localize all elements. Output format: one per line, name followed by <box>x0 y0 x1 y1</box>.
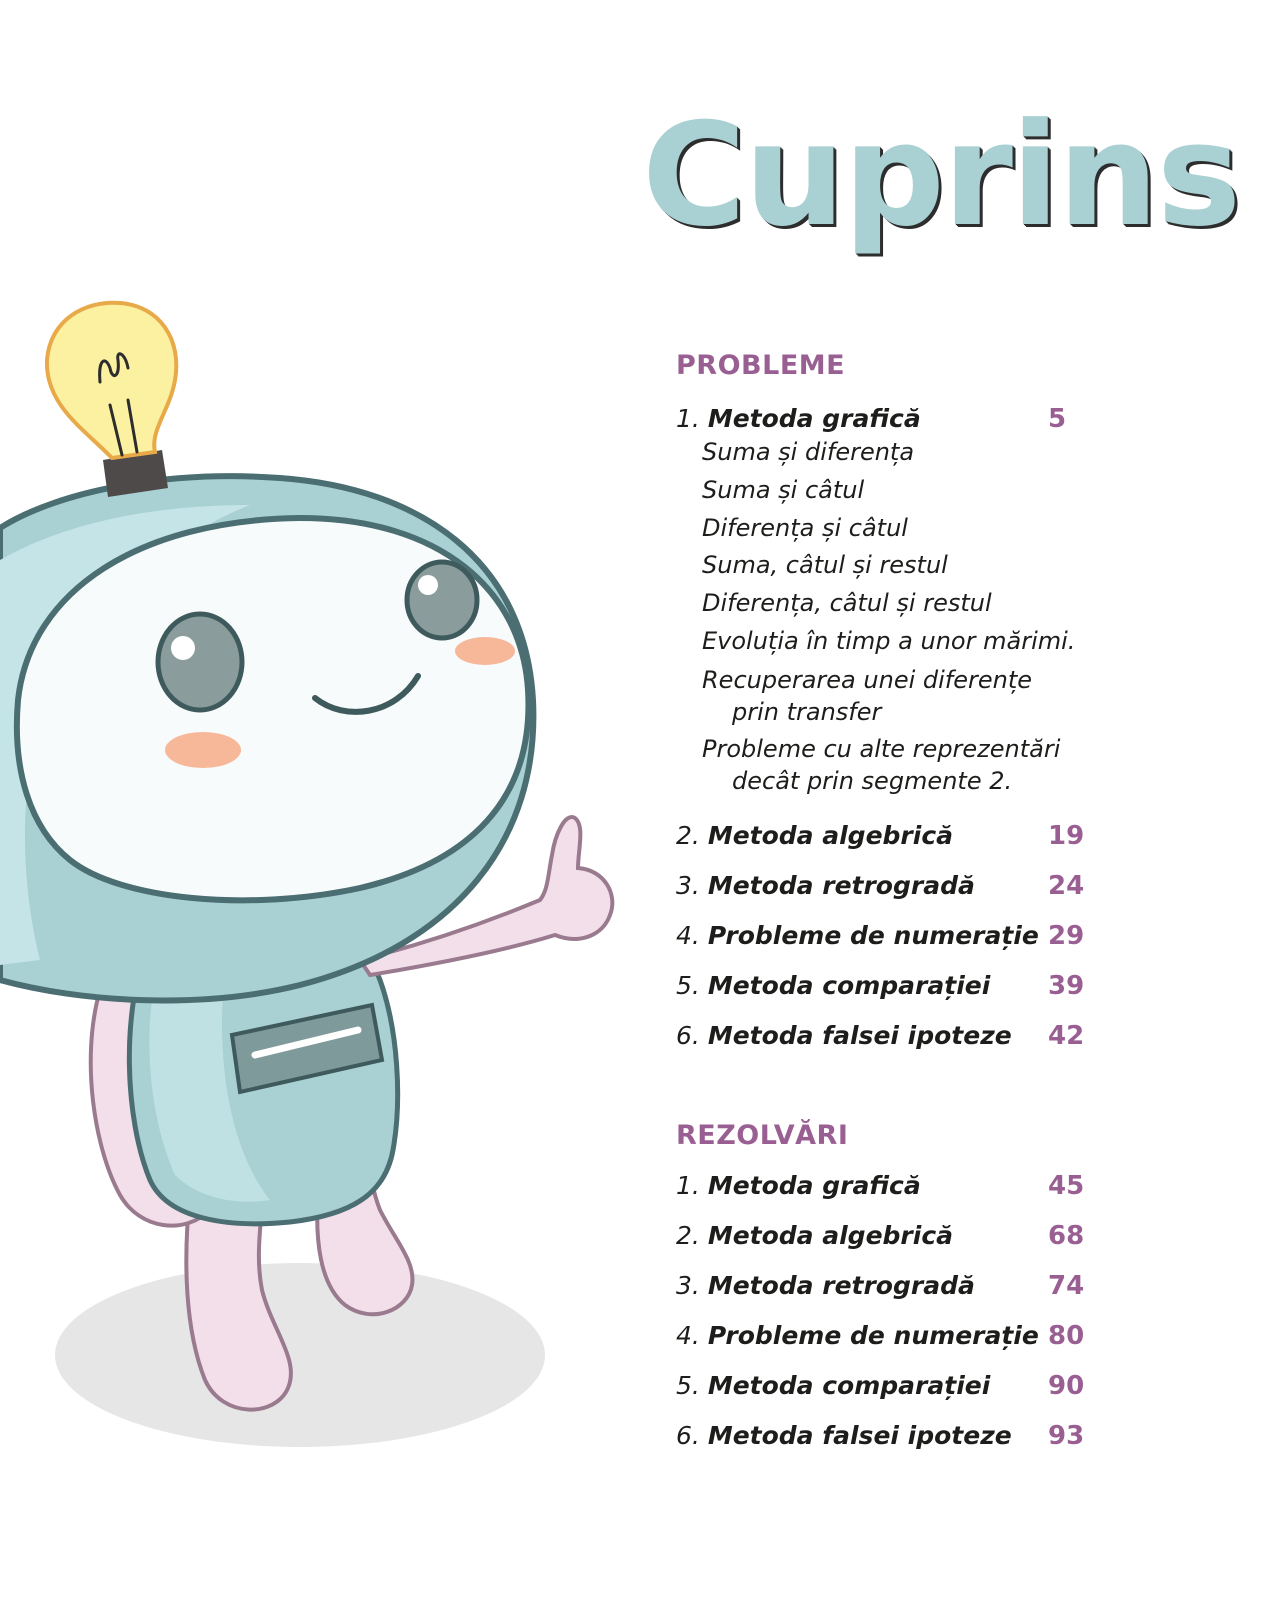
entry-number: 3. <box>676 1271 700 1300</box>
section-heading-rezolvari: REZOLVĂRI <box>676 1120 849 1151</box>
toc-entry[interactable] <box>676 1371 1096 1407</box>
light-bulb <box>47 303 176 458</box>
entry-label: Metoda grafică <box>707 1171 921 1200</box>
entry-page-number: 5 <box>1048 404 1067 434</box>
entry-number: 3. <box>676 871 700 900</box>
entry-page-number: 29 <box>1048 921 1085 951</box>
subitem-text: Recuperarea unei diferențe <box>702 666 1033 694</box>
entry-label: Probleme de numerație <box>707 1321 1039 1350</box>
entry-page-number: 45 <box>1048 1171 1085 1201</box>
entry-label: Metoda comparației <box>707 1371 991 1400</box>
subitem-text: Diferența, câtul și restul <box>702 589 992 617</box>
entry-page-number: 90 <box>1048 1371 1085 1401</box>
entry-page-number: 24 <box>1048 871 1085 901</box>
entry-number: 4. <box>676 1321 700 1350</box>
entry-number: 6. <box>676 1021 700 1050</box>
subitem-text: Diferența și câtul <box>702 514 908 542</box>
entry-number: 2. <box>676 821 700 850</box>
entry-label: Metoda falsei ipoteze <box>707 1021 1012 1050</box>
toc-subitem[interactable] <box>702 733 1060 797</box>
toc-subitem[interactable] <box>702 625 1075 657</box>
entry-page-number: 68 <box>1048 1221 1085 1251</box>
toc-entry[interactable] <box>676 921 1096 957</box>
toc-subitem[interactable] <box>702 436 914 468</box>
toc-entry[interactable] <box>676 1171 1096 1207</box>
subitem-text-continued: prin transfer <box>732 698 882 726</box>
entry-number: 5. <box>676 1371 700 1400</box>
entry-label: Metoda retrogradă <box>707 871 975 900</box>
left-eye <box>158 614 242 710</box>
toc-entry[interactable] <box>676 1421 1096 1457</box>
page-title: Cuprins <box>642 93 1240 258</box>
entry-number: 1. <box>676 1171 700 1200</box>
subitem-text: Evoluția în timp a unor mărimi. <box>702 627 1076 655</box>
entry-label: Metoda falsei ipoteze <box>707 1421 1012 1450</box>
entry-number: 5. <box>676 971 700 1000</box>
entry-label: Metoda algebrică <box>707 821 954 850</box>
toc-entry[interactable] <box>676 1271 1096 1307</box>
entry-page-number: 74 <box>1048 1271 1085 1301</box>
entry-number: 1. <box>676 404 700 433</box>
subitem-text: Probleme cu alte reprezentări <box>702 735 1061 763</box>
entry-page-number: 19 <box>1048 821 1085 851</box>
toc-subitem[interactable] <box>702 587 992 619</box>
subitem-text-continued: decât prin segmente 2. <box>732 767 1013 795</box>
section-heading-probleme: PROBLEME <box>676 350 846 381</box>
right-eye <box>407 562 477 638</box>
left-eye-shine <box>171 636 195 660</box>
toc-subitem[interactable] <box>702 549 948 581</box>
toc-entry[interactable] <box>676 871 1096 907</box>
entry-page-number: 93 <box>1048 1421 1085 1451</box>
toc-entry[interactable] <box>676 404 1096 440</box>
entry-page-number: 39 <box>1048 971 1085 1001</box>
toc-entry[interactable] <box>676 1021 1096 1057</box>
toc-subitem[interactable] <box>702 474 864 506</box>
toc-entry[interactable] <box>676 971 1096 1007</box>
entry-label: Metoda comparației <box>707 971 991 1000</box>
entry-page-number: 42 <box>1048 1021 1085 1051</box>
entry-label: Metoda algebrică <box>707 1221 954 1250</box>
toc-entry[interactable] <box>676 1321 1096 1357</box>
entry-label: Metoda retrogradă <box>707 1271 975 1300</box>
toc-entry[interactable] <box>676 1221 1096 1257</box>
ground-shadow <box>55 1263 545 1447</box>
entry-label: Metoda grafică <box>707 404 921 433</box>
entry-number: 4. <box>676 921 700 950</box>
entry-label: Probleme de numerație <box>707 921 1039 950</box>
robot-mascot-illustration <box>0 290 640 1470</box>
toc-subitem[interactable] <box>702 512 908 544</box>
subitem-text: Suma și diferența <box>702 438 915 466</box>
right-cheek <box>455 637 515 665</box>
entry-number: 2. <box>676 1221 700 1250</box>
subitem-text: Suma, câtul și restul <box>702 551 948 579</box>
entry-page-number: 80 <box>1048 1321 1085 1351</box>
toc-entry[interactable] <box>676 821 1096 857</box>
toc-subitem[interactable] <box>702 664 1032 728</box>
left-cheek <box>165 732 241 768</box>
entry-number: 6. <box>676 1421 700 1450</box>
subitem-text: Suma și câtul <box>702 476 865 504</box>
right-eye-shine <box>418 575 438 595</box>
